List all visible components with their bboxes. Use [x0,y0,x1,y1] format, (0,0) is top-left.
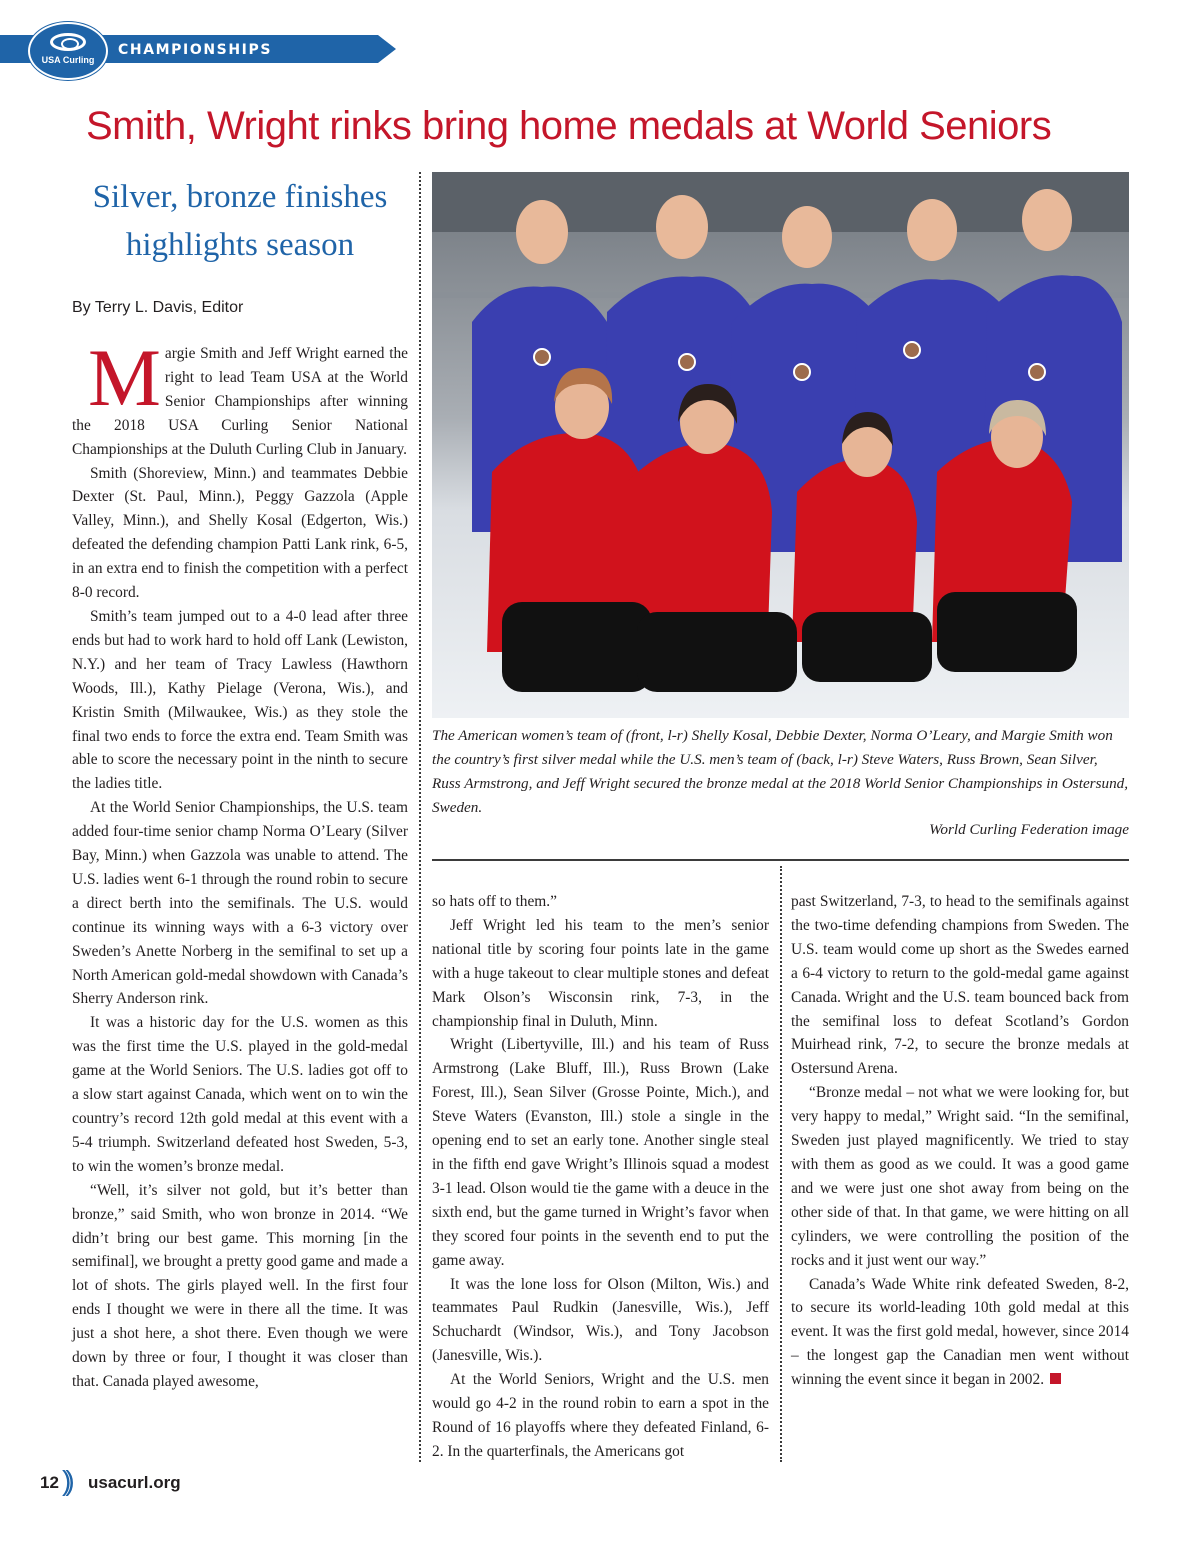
logo-text: USA Curling [41,55,95,65]
paragraph [791,1273,1129,1393]
body-column-1 [72,332,408,1394]
folio-parens-icon: )) [62,1465,69,1496]
paragraph: Smith’s team jumped out to a 4-0 lead after three ends but had to work hard to hold off Lank (Lewiston, N.Y.) and her team of Tracy Lawless (Hawthorn Woods, Ill.), Kathy Pielage (Verona, Wis.), and Kristin Smith (Milwaukee, Wis.) as they stole the final two ends to force the extra end. Team Smith was able to score the necessary point in the ninth to secure the ladies title. [72,607,408,793]
team-photo-illustration [432,172,1129,718]
paragraph: Smith (Shoreview, Minn.) and teammates Debbie Dexter (St. Paul, Minn.), Peggy Gazzola (Apple Valley, Minn.), and Shelly Kosal (Edgerton, Wis.) defeated the defending champion Patti Lank rink, 6-5, in an extra end to finish the competition with a perfect 8-0 record. [72,464,408,602]
usa-curling-logo [28,22,108,80]
paragraph: At the World Senior Championships, the U.S. team added four-time senior champ Norma O’Leary (Silver Bay, Minn.) when Gazzola was unable to attend. The U.S. ladies went 6-1 through the round robin to secure a direct berth into the semifinals. The U.S. would continue its winning ways with a 6-3 victory over Sweden’s Anette Norberg in the semifinal to set up a North American gold-medal showdown with Canada’s Sherry Anderson rink. [72,799,408,1008]
subhead-line-2: highlights season [125,227,355,263]
paragraph: so hats off to them.” [432,893,557,910]
team-photo [432,172,1129,718]
drop-cap: M [88,332,161,423]
paragraph: past Switzerland, 7-3, to head to the semifinals against the two-time defending champions from Sweden. The U.S. team would come up short as the Swedes earned a 6-4 victory to return to the gold-medal game against Canada. Wright and the U.S. team bounced back from the semifinal loss to defeat Scotland’s Gordon Muirhead rink, 7-2, to secure the bronze medals at Ostersund Arena. [791,893,1129,1078]
article-headline: Smith, Wright rinks bring home medals at World Seniors [86,104,1052,148]
caption-rule [432,859,1129,861]
column-divider-right [780,866,782,1462]
paragraph: It was a historic day for the U.S. women as this was the first time the U.S. played in the gold-medal game at the World Seniors. The U.S. ladies got off to a slow start against Canada, which went on to win the country’s record 12th gold medal at this event with a 5-4 triumph. Switzerland defeated host Sweden, 5-3, to win the women’s bronze medal. [72,1014,408,1175]
article-subhead [72,173,408,269]
paragraph: At the World Seniors, Wright and the U.S. men would go 4-2 in the round robin to earn a spot in the Round of 16 playoffs where they defeated Finland, 6-2. In the quarterfinals, the Americans got [432,1371,769,1460]
footer-site-link[interactable]: usacurl.org [88,1473,181,1492]
photo-caption: The American women’s team of (front, l-r) Shelly Kosal, Debbie Dexter, Norma O’Leary, and Margie Smith won the country’s first silver medal while the U.S. men’s team of (back, l-r) Steve Waters, Russ Brown, Sean Silver, Russ Armstrong, and Jeff Wright secured the bronze medal at the 2018 World Senior Championships in Ostersund, Sweden. [432,727,1129,816]
body-column-2 [432,890,769,1464]
paragraph: “Bronze medal – not what we were looking for, but very happy to medal,” Wright said. “In the semifinal, Sweden just played magnificently. We tried to stay with them as good as we could. It was a good game and we were just one shot away from being on the other side of that. In that game, we were hitting on all cylinders, we were controlling the position of the rocks and it just went our way.” [791,1084,1129,1269]
paragraph: It was the lone loss for Olson (Milton, Wis.) and teammates Paul Rudkin (Janesville, Wis.), Jeff Schuchardt (Windsor, Wis.), and Tony Jacobson (Janesville, Wis.). [432,1275,769,1365]
page-number: 12 [40,1473,59,1492]
section-label: CHAMPIONSHIPS [118,42,272,58]
paragraph [72,332,408,462]
paragraph: “Well, it’s silver not gold, but it’s better than bronze,” said Smith, who won bronze in 2014. “We didn’t bring our best game. This morning [in the semifinal], we brought a pretty good game and made a lot of shots. The girls played well. In the first four ends I thought we were in there all the time. It was just a shot here, a shot there. Even though we were down by three or four, I thought it was closer than that. Canada played awesome, [72,1181,408,1390]
paragraph-text: argie Smith and Jeff Wright earned the right to lead Team USA at the World Senior Championships after winning the 2018 USA Curling Senior National Championships at the Duluth Curling Club in January. [72,345,408,458]
curling-stone-icon [50,33,86,51]
paragraph: Wright (Libertyville, Ill.) and his team of Russ Armstrong (Lake Bluff, Ill.), Russ Brown (Lake Forest, Ill.), Sean Silver (Grosse Pointe, Mich.), and Steve Waters (Evanston, Ill.) stole a single in the opening end to set an early tone. Another single steal in the fifth end gave Wright’s Illinois squad a modest 3-1 lead. Olson would tie the game with a deuce in the sixth end, but the game turned in Wright’s favor when they scored four points in the seventh end to put the game away. [432,1036,769,1269]
end-mark-icon [1050,1373,1061,1384]
photo-credit: World Curling Federation image [929,821,1129,838]
column-divider-left [419,172,421,1462]
paragraph: Jeff Wright led his team to the men’s senior national title by scoring four points late in the game with a huge takeout to clear multiple stones and defeat Mark Olson’s Wisconsin rink, 7-3, in the championship final in Duluth, Minn. [432,916,769,1030]
body-column-3 [791,890,1129,1392]
paragraph-text: Canada’s Wade White rink defeated Sweden, 8-2, to secure its world-leading 10th gold medal at this event. It was the first gold medal, however, since 2014 – the longest gap the Canadian men went without winning the event since it began in 2002. [791,1275,1129,1389]
subhead-line-1: Silver, bronze finishes [92,179,388,215]
byline: By Terry L. Davis, Editor [72,299,244,316]
